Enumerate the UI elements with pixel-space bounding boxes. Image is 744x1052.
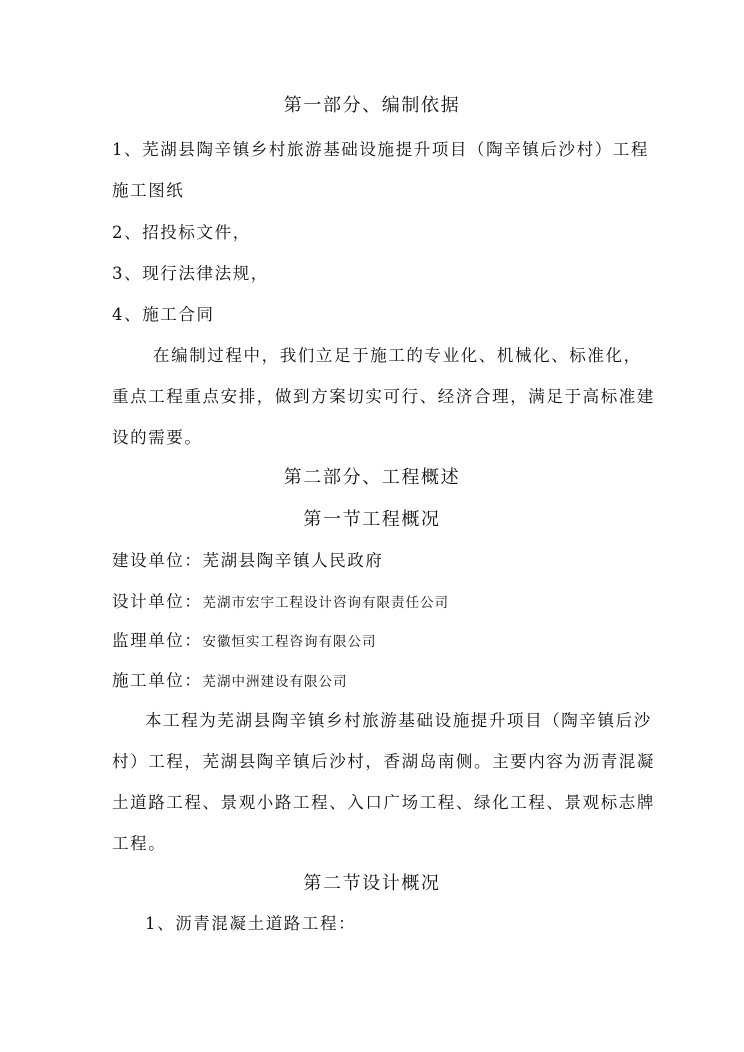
overview-paragraph-line-4: 工程。 [112,834,167,853]
basis-item-2: 2、招投标文件， [112,223,251,242]
compilation-paragraph-line-1: 在编制过程中，我们立足于施工的专业化、机械化、标准化， [153,346,642,365]
basis-item-1: 1、芜湖县陶辛镇乡村旅游基础设施提升项目（陶辛镇后沙村）工程 [112,140,649,159]
field-construction-owner [112,550,384,572]
basis-item-1-cont: 施工图纸 [112,181,185,200]
field-value: 芜湖市宏宇工程设计咨询有限责任公司 [202,595,449,611]
field-contractor [112,670,348,693]
field-value: 芜湖县陶辛镇人民政府 [202,551,384,570]
design-item-1: 1、沥青混凝土道路工程： [145,914,357,933]
field-supervision-unit [112,630,377,653]
field-label: 建设单位： [112,551,203,570]
basis-item-3: 3、现行法律法规， [112,264,269,283]
field-label: 设计单位： [112,592,203,611]
basis-item-4: 4、施工合同 [112,305,215,324]
page-title-part2: 第二部分、工程概述 [283,467,461,488]
field-label: 施工单位： [112,671,203,690]
compilation-paragraph-line-3: 设的需要。 [112,428,203,447]
field-design-unit [112,591,449,614]
section-title-overview: 第一节工程概况 [303,509,441,530]
field-value: 芜湖中洲建设有限公司 [202,674,348,690]
field-value: 安徽恒实工程咨询有限公司 [202,634,377,650]
compilation-paragraph-line-2: 重点工程重点安排，做到方案切实可行、经济合理，满足于高标准建 [112,387,655,406]
section-title-design: 第二节设计概况 [303,873,441,894]
page-title-part1: 第一部分、编制依据 [283,95,461,116]
overview-paragraph-line-2: 村）工程，芜湖县陶辛镇后沙村，香湖岛南侧。主要内容为沥青混凝 [112,752,655,771]
field-label: 监理单位： [112,631,203,650]
overview-paragraph-line-3: 土道路工程、景观小路工程、入口广场工程、绿化工程、景观标志牌 [112,793,655,812]
overview-paragraph-line-1: 本工程为芜湖县陶辛镇乡村旅游基础设施提升项目（陶辛镇后沙 [145,711,652,730]
